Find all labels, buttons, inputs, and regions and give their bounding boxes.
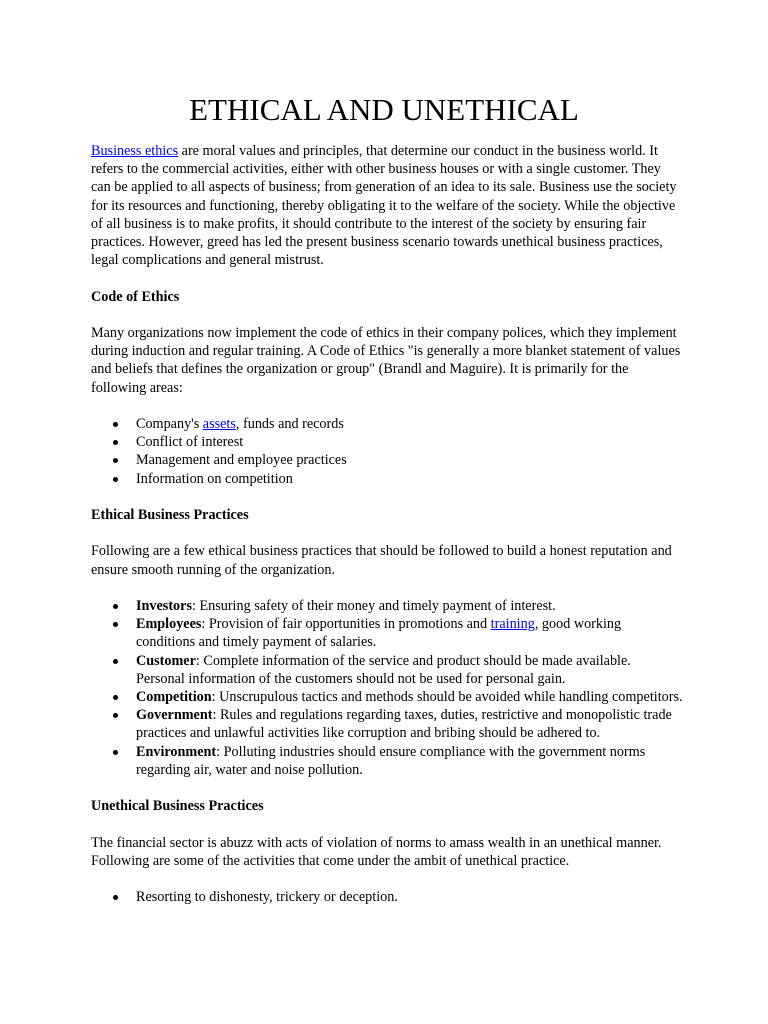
assets-link[interactable]: assets <box>202 416 236 432</box>
business-ethics-link[interactable]: Business ethics <box>91 143 179 159</box>
list-item: Customer: Complete information of the service and product should be made available. Personal information of the customers should not be used for personal gain. <box>136 652 683 688</box>
list-item: Investors: Ensuring safety of their money and timely payment of interest. <box>136 597 683 615</box>
list-item: Information on competition <box>136 470 683 488</box>
list-item: Company's assets, funds and records <box>136 415 683 433</box>
section-heading-ethical-practices: Ethical Business Practices <box>91 507 249 523</box>
list-item: Employees: Provision of fair opportunities in promotions and training, good working conditions and timely payment of salaries. <box>136 615 683 651</box>
unethical-practices-list <box>91 888 683 906</box>
section-heading-code-of-ethics: Code of Ethics <box>91 288 180 305</box>
training-link[interactable]: training <box>490 616 535 633</box>
ethical-practices-list <box>91 597 683 779</box>
list-item: Conflict of interest <box>136 433 683 451</box>
intro-text: are moral values and principles, that determine our conduct in the business world. It refers to the commercial activities, either with other business houses or with a single customer. They can be applied to all aspects of business; from generation of an idea to its sale. Business use the society for its resources and functioning, thereby obligating it to the welfare of the society. While the objective of all business is to make profits, it should contribute to the interest of the society by ensuring fair practices. However, greed has led the present business scenario towards unethical business practices, legal complications and general mistrust. <box>91 143 677 269</box>
code-of-ethics-paragraph: Many organizations now implement the code of ethics in their company polices, which they implement during induction and regular training. A Code of Ethics "is generally a more blanket statement of values and beliefs that defines the organization or group" (Brandl and Maguire). It is primarily for the following areas: <box>91 325 681 396</box>
list-item: Management and employee practices <box>136 451 683 469</box>
unethical-practices-paragraph: The financial sector is abuzz with acts of violation of norms to amass wealth in an unethical manner. Following are some of the activities that come under the ambit of unethical practice. <box>91 834 662 869</box>
code-of-ethics-list <box>91 415 683 488</box>
section-heading-unethical-practices: Unethical Business Practices <box>91 798 264 815</box>
ethical-practices-paragraph: Following are a few ethical business practices that should be followed to build a honest reputation and ensure smooth running of the organization. <box>91 543 672 578</box>
list-item: Competition: Unscrupulous tactics and methods should be avoided while handling competitors. <box>136 689 683 705</box>
document-body <box>91 142 683 925</box>
list-item: Government: Rules and regulations regarding taxes, duties, restrictive and monopolistic trade practices and unlawful activities like corruption and bribing should be adhered to. <box>136 706 683 742</box>
list-item: Environment: Polluting industries should ensure compliance with the government norms regarding air, water and noise pollution. <box>136 743 683 779</box>
intro-paragraph <box>91 142 683 269</box>
list-item: Resorting to dishonesty, trickery or deception. <box>136 888 683 906</box>
page-title: ETHICAL AND UNETHICAL <box>189 92 579 127</box>
